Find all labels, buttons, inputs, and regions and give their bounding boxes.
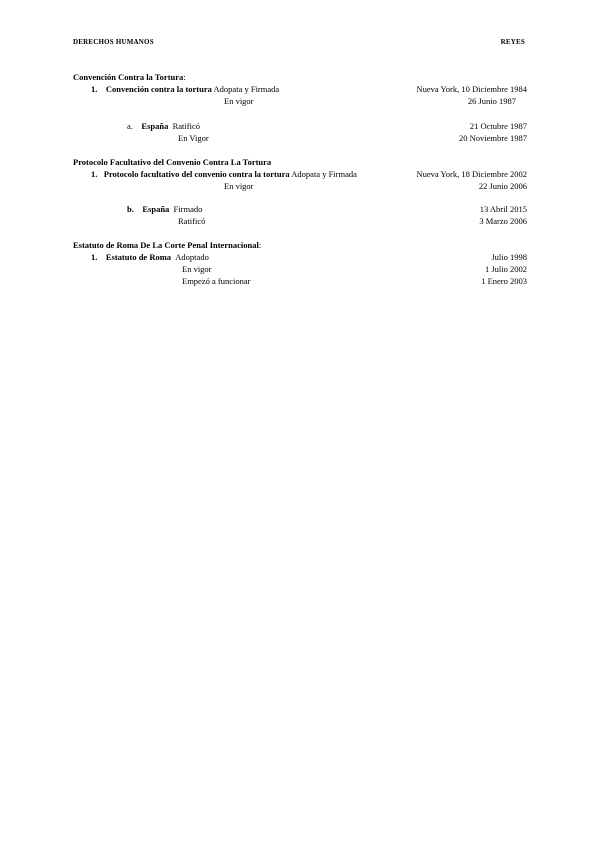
section-title xyxy=(73,157,271,167)
treaty-sub-status: En vigor xyxy=(224,96,254,106)
treaty-status: Adopata y Firmada xyxy=(213,84,280,94)
country-date-2: 3 Marzo 2006 xyxy=(479,216,527,226)
item-number: 1. xyxy=(91,252,98,262)
country-line xyxy=(127,204,202,214)
treaty-name: Estatuto de Roma xyxy=(105,252,172,262)
country-name: España xyxy=(141,121,169,131)
treaty-sub-date-2: 1 Enero 2003 xyxy=(481,276,527,286)
treaty-line xyxy=(91,84,279,94)
section-title-colon: : xyxy=(183,72,186,82)
treaty-sub-date: 26 Junio 1987 xyxy=(467,96,516,106)
country-status-2: Ratificó xyxy=(178,216,206,226)
treaty-sub-date: 22 Junio 2006 xyxy=(478,181,527,191)
treaty-name: Protocolo facultativo del convenio contra la tortura xyxy=(103,169,290,179)
treaty-status: Adopata y Firmada xyxy=(291,169,357,179)
section-title-colon: : xyxy=(258,240,262,250)
treaty-line xyxy=(91,252,209,262)
treaty-sub-date: 1 Julio 2002 xyxy=(484,264,527,274)
treaty-date: Nueva York, 18 Diciembre 2002 xyxy=(416,169,527,179)
treaty-date: Nueva York, 10 Diciembre 1984 xyxy=(416,84,527,94)
running-header-right: REYES xyxy=(500,38,525,46)
treaty-name: Convención contra la tortura xyxy=(105,84,212,94)
treaty-sub-status: En vigor xyxy=(224,181,254,191)
country-letter: a. xyxy=(127,121,133,131)
running-header-left: DERECHOS HUMANOS xyxy=(73,38,154,46)
country-status: Firmado xyxy=(173,204,203,214)
treaty-sub-status-2: Empezó a funcionar xyxy=(182,276,251,286)
treaty-date: Julio 1998 xyxy=(491,252,527,262)
item-number: 1. xyxy=(91,84,98,94)
section-title-text: Protocolo Facultativo del Convenio Contra La Tortura xyxy=(73,157,272,167)
section-title-text: Convención Contra la Tortura xyxy=(73,72,184,82)
item-number: 1. xyxy=(91,169,98,179)
treaty-line xyxy=(91,169,357,179)
country-date: 13 Abril 2015 xyxy=(479,204,527,214)
section-title xyxy=(73,240,261,250)
country-status-2: En Vigor xyxy=(178,133,209,143)
country-name: España xyxy=(142,204,170,214)
country-date: 21 Octubre 1987 xyxy=(469,121,527,131)
country-date-2: 20 Noviembre 1987 xyxy=(459,133,527,143)
section-title xyxy=(73,72,186,82)
treaty-sub-status: En vigor xyxy=(182,264,212,274)
treaty-status: Adoptado xyxy=(175,252,209,262)
country-status: Ratificó xyxy=(172,121,200,131)
country-line xyxy=(127,121,200,131)
section-title-text: Estatuto de Roma De La Corte Penal Internacional xyxy=(73,240,259,250)
country-letter: b. xyxy=(127,204,134,214)
